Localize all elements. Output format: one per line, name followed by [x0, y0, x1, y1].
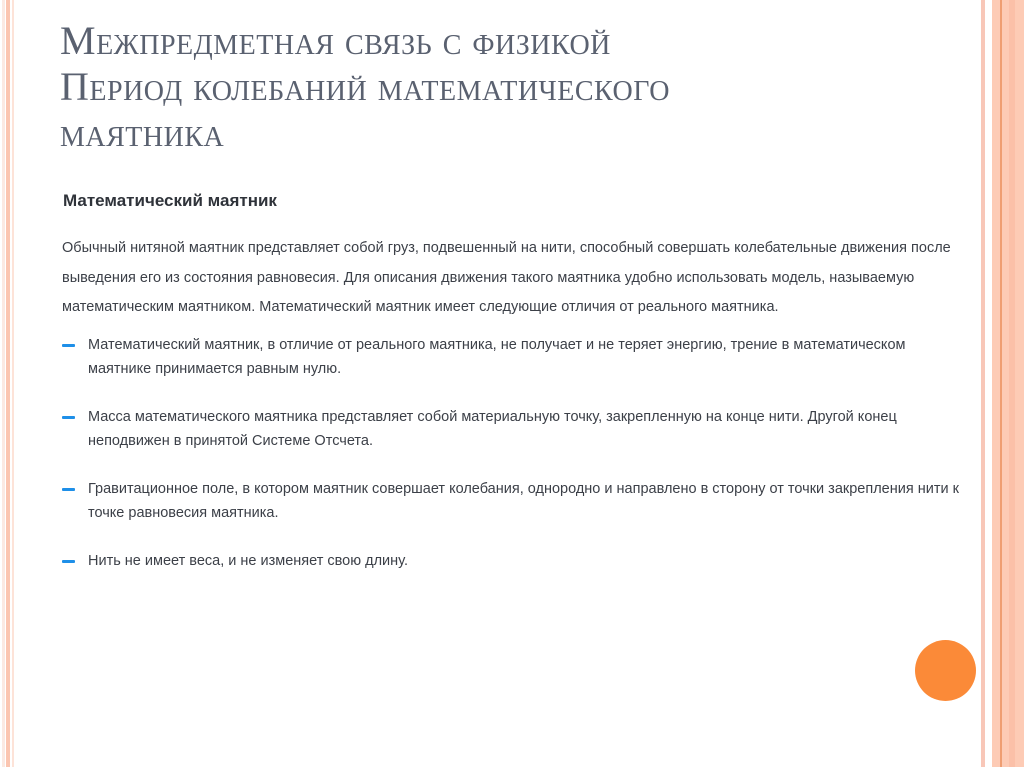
dash-icon — [62, 344, 75, 347]
intro-paragraph: Обычный нитяной маятник представляет собой груз, подвешенный на нити, способный совершать колебательные движения после выведения его из состояния равновесия. Для описания движения такого маятника удобно использовать модель, называемую математическим маятником. Математический маятник имеет следующие отличия от реального маятника. — [62, 240, 951, 315]
right-decor-band — [992, 0, 1024, 767]
left-decor-stripe-light — [12, 0, 14, 767]
differences-list — [62, 333, 972, 573]
left-decor-stripe — [6, 0, 10, 767]
list-item — [62, 549, 972, 573]
slide-title-line-3: маятника — [60, 110, 225, 155]
list-item — [62, 477, 972, 525]
decor-circle — [915, 640, 976, 701]
dash-icon — [62, 560, 75, 563]
dash-icon — [62, 488, 75, 491]
right-decor-line — [1000, 0, 1002, 767]
right-decor-shade — [1009, 0, 1015, 767]
list-item — [62, 405, 972, 453]
slide-content — [62, 190, 972, 597]
right-decor-stripe-thin — [981, 0, 985, 767]
left-decor-stripe-thin — [2, 0, 5, 767]
list-item-text: Математический маятник, в отличие от реального маятника, не получает и не теряет энергию, трение в математическом маятнике принимается равным нулю. — [88, 336, 906, 377]
slide-title-line-1: Межпредметная связь с физикой — [60, 18, 611, 63]
list-item-text: Нить не имеет веса, и не изменяет свою длину. — [88, 552, 408, 569]
list-item-text: Масса математического маятника представляет собой материальную точку, закрепленную на конце нити. Другой конец неподвижен в принятой Системе Отсчета. — [88, 408, 897, 449]
slide-title — [60, 18, 960, 156]
dash-icon — [62, 416, 75, 419]
slide-title-line-2: Период колебаний математического — [60, 64, 670, 109]
list-item-text: Гравитационное поле, в котором маятник совершает колебания, однородно и направлено в сторону от точки закрепления нити к точке равновесия маятника. — [88, 480, 959, 521]
list-item — [62, 333, 972, 381]
section-heading: Математический маятник — [63, 191, 277, 210]
